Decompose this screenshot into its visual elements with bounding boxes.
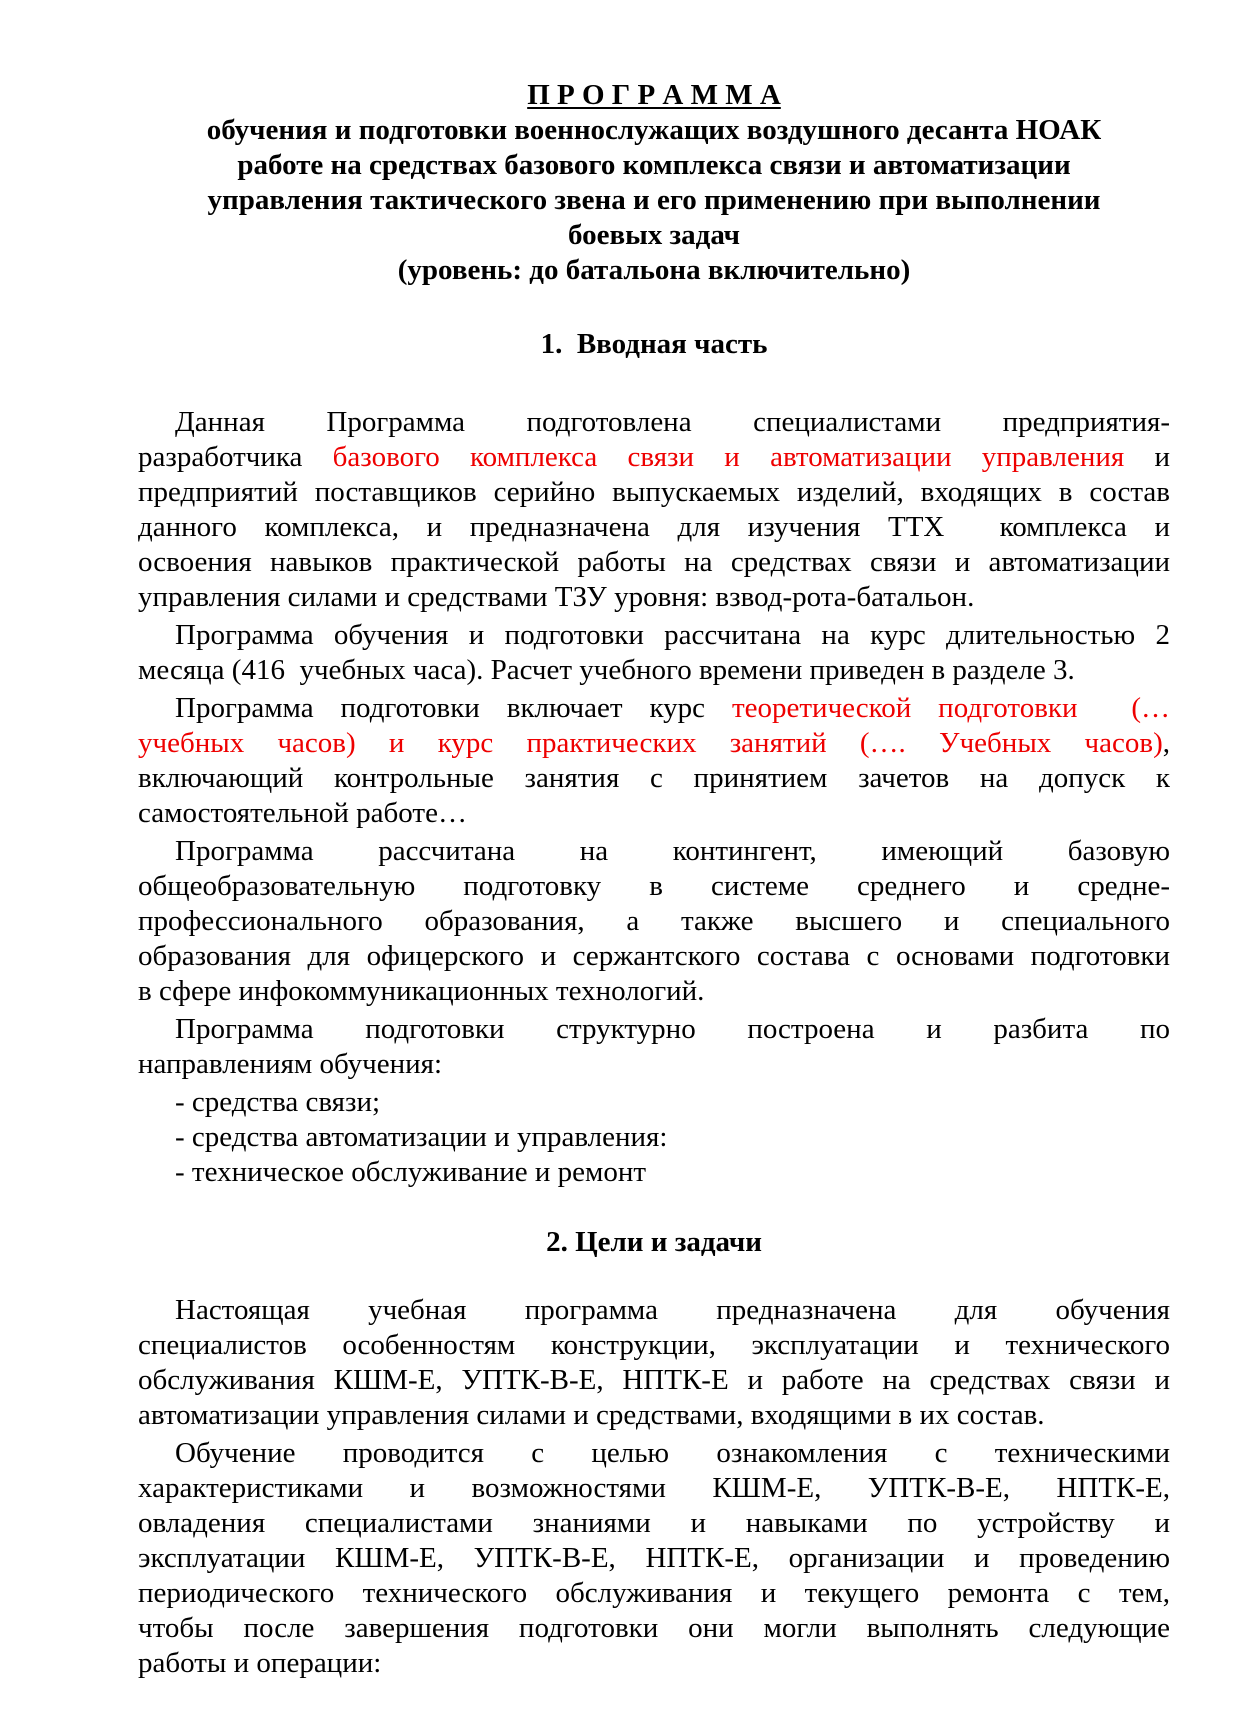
text-segment: - техническое обслуживание и ремонт (175, 1156, 647, 1188)
document-line (138, 726, 1170, 761)
document-line (138, 1047, 1170, 1082)
document-line (138, 618, 1170, 653)
text-segment: включающий контрольные занятия с принятием зачетов на допуск к (138, 762, 1170, 794)
text-segment: направлениям обучения: (138, 1048, 443, 1080)
document-line (138, 1363, 1170, 1398)
section-heading: 1. Вводная часть (540, 328, 768, 360)
document-subtitle-line: (уровень: до батальона включительно) (397, 254, 911, 286)
paragraph (138, 834, 1170, 1009)
document-line (138, 475, 1170, 510)
text-segment: Программа подготовки структурно построена и разбита по (175, 1013, 1170, 1045)
text-segment: и (1124, 441, 1170, 473)
document-line (138, 510, 1170, 545)
text-segment: разработчика (138, 441, 333, 473)
document-line (138, 869, 1170, 904)
text-segment: самостоятельной работе… (138, 797, 467, 829)
text-segment: - средства связи; (175, 1086, 381, 1118)
text-segment: общеобразовательную подготовку в системе среднего и средне- (138, 870, 1170, 902)
document-line (138, 1155, 1170, 1190)
paragraph (138, 618, 1170, 688)
text-segment: периодического технического обслуживания и текущего ремонта с тем, (138, 1577, 1170, 1609)
text-segment: образования для офицерского и сержантского состава с основами подготовки (138, 940, 1170, 972)
document-subtitle-line: управления тактического звена и его применению при выполнении (207, 184, 1101, 216)
document-line (138, 1436, 1170, 1471)
text-segment: Обучение проводится с целью ознакомления с техническими (175, 1437, 1170, 1469)
text-segment: , (1162, 727, 1170, 759)
paragraph (138, 1293, 1170, 1433)
text-segment: Данная Программа подготовлена специалистами предприятия- (175, 406, 1170, 438)
text-segment: - средства автоматизации и управления: (175, 1121, 668, 1153)
document-line (138, 1506, 1170, 1541)
document-line (138, 1328, 1170, 1363)
text-segment: в сфере инфокоммуникационных технологий. (138, 975, 705, 1007)
text-segment: автоматизации управления силами и средствами, входящими в их состав. (138, 1399, 1045, 1431)
document-line (138, 405, 1170, 440)
text-segment: обслуживания КШМ-Е, УПТК-В-Е, НПТК-Е и работе на средствах связи и (138, 1364, 1170, 1396)
document-line (138, 580, 1170, 615)
text-segment: предприятий поставщиков серийно выпускаемых изделий, входящих в состав (138, 476, 1170, 508)
document-line (138, 796, 1170, 831)
document-line (138, 691, 1170, 726)
document-line (138, 1120, 1170, 1155)
document-line (138, 1541, 1170, 1576)
document-sections (138, 327, 1170, 1681)
section-heading: 2. Цели и задачи (546, 1226, 762, 1258)
red-text-segment: учебных часов) и курс практических занятий (…. Учебных часов) (138, 727, 1163, 759)
document-line (138, 440, 1170, 475)
document-line (138, 974, 1170, 1009)
text-segment: овладения специалистами знаниями и навыками по устройству и (138, 1507, 1170, 1539)
text-segment: Настоящая учебная программа предназначена для обучения (175, 1294, 1170, 1326)
document-subtitle-line: боевых задач (567, 219, 741, 251)
document-line (138, 761, 1170, 796)
text-segment: данного комплекса, и предназначена для изучения ТТХ комплекса и (138, 511, 1170, 543)
red-text-segment: теоретической подготовки (… (731, 692, 1170, 724)
text-segment: эксплуатации КШМ-Е, УПТК-В-Е, НПТК-Е, организации и проведению (138, 1542, 1170, 1574)
text-segment: работы и операции: (138, 1647, 382, 1679)
text-segment: управления силами и средствами ТЗУ уровня: взвод-рота-батальон. (138, 581, 975, 613)
text-segment: месяца (416 учебных часа). Расчет учебного времени приведен в разделе 3. (138, 654, 1075, 686)
document-line (138, 939, 1170, 974)
document-subtitle (138, 113, 1170, 288)
document-line (138, 1398, 1170, 1433)
document-subtitle-line: обучения и подготовки военнослужащих воздушного десанта НОАК (206, 114, 1102, 146)
document-line (138, 1293, 1170, 1328)
document-line (138, 1611, 1170, 1646)
document-line (138, 545, 1170, 580)
paragraph (138, 691, 1170, 831)
document-section (138, 1225, 1170, 1681)
text-segment: освоения навыков практической работы на средствах связи и автоматизации (138, 546, 1170, 578)
text-segment: чтобы после завершения подготовки они могли выполнять следующие (138, 1612, 1170, 1644)
document-line (138, 1471, 1170, 1506)
document-subtitle-line: работе на средствах базового комплекса связи и автоматизации (237, 149, 1071, 181)
document-title: П Р О Г Р А М М А (527, 79, 781, 111)
paragraph (138, 1436, 1170, 1681)
text-segment: Программа подготовки включает курс (175, 692, 732, 724)
paragraph (138, 1012, 1170, 1082)
text-segment: Программа обучения и подготовки рассчитана на курс длительностью 2 (175, 619, 1170, 651)
text-segment: характеристиками и возможностями КШМ-Е, УПТК-В-Е, НПТК-Е, (138, 1472, 1170, 1504)
red-text-segment: базового комплекса связи и автоматизации управления (332, 441, 1125, 473)
document-line (138, 904, 1170, 939)
document-line (138, 1576, 1170, 1611)
document-line (138, 653, 1170, 688)
document-line (138, 1012, 1170, 1047)
document-line (138, 1646, 1170, 1681)
paragraph (138, 405, 1170, 615)
document-section (138, 327, 1170, 1190)
document-line (138, 834, 1170, 869)
text-segment: Программа рассчитана на контингент, имеющий базовую (175, 835, 1170, 867)
text-segment: специалистов особенностям конструкции, эксплуатации и технического (138, 1329, 1170, 1361)
text-segment: профессионального образования, а также высшего и специального (138, 905, 1170, 937)
document-line (138, 1085, 1170, 1120)
paragraph (138, 1085, 1170, 1190)
